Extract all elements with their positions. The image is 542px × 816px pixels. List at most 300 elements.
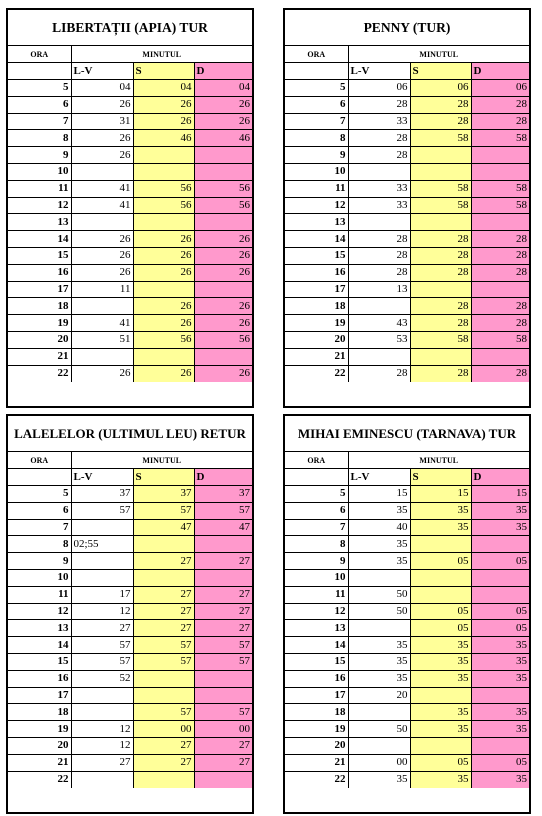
table-row <box>8 332 252 349</box>
saturday-minute-cell: 26 <box>133 315 194 332</box>
table-row <box>285 348 529 365</box>
table-row <box>8 231 252 248</box>
sunday-minute-cell: 56 <box>194 180 252 197</box>
saturday-minute-cell <box>133 147 194 164</box>
hour-cell: 9 <box>8 147 71 164</box>
sunday-minute-cell: 28 <box>471 248 529 265</box>
weekday-minute-cell: 06 <box>348 80 410 97</box>
hour-cell: 10 <box>8 570 71 587</box>
weekday-minute-cell: 28 <box>348 147 410 164</box>
lv-header: L-V <box>71 63 133 80</box>
saturday-minute-cell: 27 <box>133 754 194 771</box>
table-row <box>285 570 529 587</box>
minutul-header: MINUTUL <box>348 46 529 63</box>
schedule-table <box>285 46 529 382</box>
table-row <box>8 704 252 721</box>
sunday-minute-cell: 28 <box>471 96 529 113</box>
weekday-minute-cell: 28 <box>348 365 410 382</box>
sunday-minute-cell: 26 <box>194 113 252 130</box>
saturday-minute-cell: 35 <box>410 704 471 721</box>
sunday-minute-cell: 35 <box>471 771 529 788</box>
hour-cell: 19 <box>8 315 71 332</box>
table-row <box>8 754 252 771</box>
empty-cell <box>8 63 71 80</box>
sunday-minute-cell: 26 <box>194 231 252 248</box>
table-row <box>285 586 529 603</box>
table-row <box>285 80 529 97</box>
weekday-minute-cell: 20 <box>348 687 410 704</box>
sunday-minute-cell <box>194 281 252 298</box>
saturday-minute-cell <box>133 281 194 298</box>
weekday-minute-cell: 26 <box>71 365 133 382</box>
d-header: D <box>471 63 529 80</box>
weekday-minute-cell <box>71 687 133 704</box>
weekday-minute-cell: 26 <box>71 231 133 248</box>
weekday-minute-cell: 17 <box>71 586 133 603</box>
table-row <box>8 197 252 214</box>
hour-cell: 15 <box>8 248 71 265</box>
weekday-minute-cell: 57 <box>71 637 133 654</box>
lv-header: L-V <box>348 63 410 80</box>
table-row <box>285 754 529 771</box>
weekday-minute-cell <box>348 738 410 755</box>
saturday-minute-cell: 26 <box>133 231 194 248</box>
hour-cell: 11 <box>285 586 348 603</box>
table-row <box>8 281 252 298</box>
hour-cell: 17 <box>8 687 71 704</box>
hour-cell: 18 <box>285 704 348 721</box>
saturday-minute-cell: 15 <box>410 486 471 503</box>
sunday-minute-cell: 57 <box>194 654 252 671</box>
table-row <box>8 298 252 315</box>
table-row <box>285 486 529 503</box>
day-type-row <box>8 469 252 486</box>
sunday-minute-cell <box>194 348 252 365</box>
sunday-minute-cell <box>194 536 252 553</box>
weekday-minute-cell: 11 <box>71 281 133 298</box>
saturday-minute-cell: 35 <box>410 771 471 788</box>
saturday-minute-cell <box>410 147 471 164</box>
table-row <box>285 519 529 536</box>
saturday-minute-cell: 47 <box>133 519 194 536</box>
table-row <box>285 771 529 788</box>
weekday-minute-cell: 27 <box>71 754 133 771</box>
sunday-minute-cell: 58 <box>471 197 529 214</box>
saturday-minute-cell: 28 <box>410 365 471 382</box>
sunday-minute-cell: 27 <box>194 754 252 771</box>
sunday-minute-cell: 04 <box>194 80 252 97</box>
saturday-minute-cell: 04 <box>133 80 194 97</box>
saturday-minute-cell: 58 <box>410 332 471 349</box>
weekday-minute-cell <box>348 298 410 315</box>
weekday-minute-cell <box>348 164 410 181</box>
weekday-minute-cell: 35 <box>348 771 410 788</box>
table-row <box>285 637 529 654</box>
table-row <box>8 771 252 788</box>
table-title: LIBERTAȚII (APIA) TUR <box>8 10 252 46</box>
hour-cell: 5 <box>8 486 71 503</box>
weekday-minute-cell: 43 <box>348 315 410 332</box>
hour-cell: 20 <box>8 332 71 349</box>
s-header: S <box>410 63 471 80</box>
table-row <box>285 197 529 214</box>
weekday-minute-cell <box>71 519 133 536</box>
sunday-minute-cell: 28 <box>471 113 529 130</box>
hour-cell: 19 <box>8 721 71 738</box>
table-row <box>8 147 252 164</box>
day-type-row <box>8 63 252 80</box>
saturday-minute-cell: 27 <box>133 603 194 620</box>
table-row <box>8 80 252 97</box>
hour-cell: 12 <box>285 603 348 620</box>
table-row <box>8 502 252 519</box>
hour-cell: 20 <box>285 738 348 755</box>
weekday-minute-cell <box>71 570 133 587</box>
hour-cell: 6 <box>285 502 348 519</box>
s-header: S <box>133 63 194 80</box>
saturday-minute-cell: 57 <box>133 654 194 671</box>
hour-cell: 10 <box>285 570 348 587</box>
hour-cell: 11 <box>8 180 71 197</box>
sunday-minute-cell <box>194 147 252 164</box>
table-row <box>285 298 529 315</box>
table-row <box>8 130 252 147</box>
sunday-minute-cell: 27 <box>194 738 252 755</box>
table-row <box>8 721 252 738</box>
hour-cell: 6 <box>8 96 71 113</box>
table-row <box>285 147 529 164</box>
sunday-minute-cell <box>471 570 529 587</box>
sunday-minute-cell: 57 <box>194 704 252 721</box>
table-row <box>8 570 252 587</box>
hour-cell: 14 <box>8 637 71 654</box>
saturday-minute-cell: 35 <box>410 502 471 519</box>
saturday-minute-cell: 35 <box>410 637 471 654</box>
saturday-minute-cell: 28 <box>410 264 471 281</box>
table-row <box>8 248 252 265</box>
sunday-minute-cell: 28 <box>471 365 529 382</box>
weekday-minute-cell <box>71 214 133 231</box>
sunday-minute-cell: 15 <box>471 486 529 503</box>
hour-cell: 13 <box>285 620 348 637</box>
table-row <box>8 180 252 197</box>
hour-cell: 17 <box>285 281 348 298</box>
lv-header: L-V <box>71 469 133 486</box>
sunday-minute-cell: 28 <box>471 298 529 315</box>
hour-cell: 9 <box>285 553 348 570</box>
hour-cell: 8 <box>285 130 348 147</box>
saturday-minute-cell: 35 <box>410 670 471 687</box>
hour-cell: 16 <box>285 670 348 687</box>
hour-cell: 21 <box>8 348 71 365</box>
sunday-minute-cell <box>194 771 252 788</box>
hour-cell: 17 <box>285 687 348 704</box>
saturday-minute-cell: 26 <box>133 365 194 382</box>
saturday-minute-cell <box>133 164 194 181</box>
sunday-minute-cell: 57 <box>194 502 252 519</box>
header-row <box>8 46 252 63</box>
sunday-minute-cell: 37 <box>194 486 252 503</box>
weekday-minute-cell: 28 <box>348 130 410 147</box>
table-title: PENNY (TUR) <box>285 10 529 46</box>
weekday-minute-cell <box>348 704 410 721</box>
table-row <box>285 670 529 687</box>
sunday-minute-cell: 35 <box>471 637 529 654</box>
hour-cell: 8 <box>285 536 348 553</box>
weekday-minute-cell <box>71 298 133 315</box>
table-row <box>285 536 529 553</box>
saturday-minute-cell: 28 <box>410 231 471 248</box>
table-row <box>285 180 529 197</box>
table-row <box>285 721 529 738</box>
weekday-minute-cell: 33 <box>348 180 410 197</box>
weekday-minute-cell <box>71 348 133 365</box>
hour-cell: 9 <box>8 553 71 570</box>
d-header: D <box>194 63 252 80</box>
sunday-minute-cell: 27 <box>194 603 252 620</box>
hour-cell: 22 <box>8 771 71 788</box>
schedule-table <box>8 452 252 788</box>
weekday-minute-cell: 28 <box>348 96 410 113</box>
saturday-minute-cell: 57 <box>133 637 194 654</box>
table-row <box>285 96 529 113</box>
table-row <box>8 553 252 570</box>
saturday-minute-cell: 58 <box>410 130 471 147</box>
empty-cell <box>285 469 348 486</box>
hour-cell: 14 <box>285 637 348 654</box>
sunday-minute-cell <box>471 164 529 181</box>
hour-cell: 17 <box>8 281 71 298</box>
hour-cell: 15 <box>8 654 71 671</box>
hour-cell: 7 <box>285 113 348 130</box>
weekday-minute-cell: 12 <box>71 603 133 620</box>
saturday-minute-cell: 57 <box>133 704 194 721</box>
sunday-minute-cell: 35 <box>471 519 529 536</box>
weekday-minute-cell: 26 <box>71 147 133 164</box>
hour-cell: 22 <box>8 365 71 382</box>
table-row <box>8 164 252 181</box>
saturday-minute-cell <box>410 214 471 231</box>
table-row <box>285 231 529 248</box>
minutul-header: MINUTUL <box>71 46 252 63</box>
sunday-minute-cell: 05 <box>471 620 529 637</box>
sunday-minute-cell: 57 <box>194 637 252 654</box>
saturday-minute-cell <box>133 214 194 231</box>
timetable-mihai-eminescu <box>283 414 531 814</box>
table-row <box>8 365 252 382</box>
header-row <box>285 452 529 469</box>
hour-cell: 12 <box>8 197 71 214</box>
hour-cell: 5 <box>8 80 71 97</box>
weekday-minute-cell: 53 <box>348 332 410 349</box>
weekday-minute-cell: 50 <box>348 603 410 620</box>
hour-cell: 18 <box>285 298 348 315</box>
hour-cell: 8 <box>8 130 71 147</box>
table-row <box>8 214 252 231</box>
weekday-minute-cell: 35 <box>348 637 410 654</box>
table-row <box>285 315 529 332</box>
saturday-minute-cell: 06 <box>410 80 471 97</box>
table-row <box>285 654 529 671</box>
sunday-minute-cell: 58 <box>471 130 529 147</box>
hour-cell: 10 <box>8 164 71 181</box>
saturday-minute-cell <box>133 687 194 704</box>
saturday-minute-cell <box>133 670 194 687</box>
sunday-minute-cell <box>471 687 529 704</box>
sunday-minute-cell <box>471 214 529 231</box>
hour-cell: 15 <box>285 248 348 265</box>
sunday-minute-cell: 47 <box>194 519 252 536</box>
saturday-minute-cell: 56 <box>133 332 194 349</box>
sunday-minute-cell: 58 <box>471 180 529 197</box>
weekday-minute-cell: 28 <box>348 231 410 248</box>
weekday-minute-cell: 26 <box>71 130 133 147</box>
sunday-minute-cell: 26 <box>194 298 252 315</box>
saturday-minute-cell: 28 <box>410 113 471 130</box>
weekday-minute-cell <box>71 771 133 788</box>
saturday-minute-cell: 27 <box>133 553 194 570</box>
s-header: S <box>410 469 471 486</box>
weekday-minute-cell: 41 <box>71 197 133 214</box>
minutul-header: MINUTUL <box>348 452 529 469</box>
sunday-minute-cell <box>194 570 252 587</box>
saturday-minute-cell <box>410 738 471 755</box>
saturday-minute-cell <box>410 164 471 181</box>
hour-cell: 13 <box>285 214 348 231</box>
weekday-minute-cell: 12 <box>71 721 133 738</box>
weekday-minute-cell: 26 <box>71 248 133 265</box>
table-row <box>285 113 529 130</box>
table-row <box>8 654 252 671</box>
hour-cell: 13 <box>8 214 71 231</box>
table-row <box>8 536 252 553</box>
sunday-minute-cell: 26 <box>194 96 252 113</box>
saturday-minute-cell <box>133 348 194 365</box>
table-row <box>8 670 252 687</box>
sunday-minute-cell: 27 <box>194 586 252 603</box>
saturday-minute-cell <box>410 281 471 298</box>
hour-cell: 6 <box>8 502 71 519</box>
weekday-minute-cell: 35 <box>348 654 410 671</box>
sunday-minute-cell <box>471 536 529 553</box>
hour-cell: 13 <box>8 620 71 637</box>
sunday-minute-cell <box>194 214 252 231</box>
saturday-minute-cell: 56 <box>133 180 194 197</box>
weekday-minute-cell <box>71 164 133 181</box>
weekday-minute-cell: 35 <box>348 502 410 519</box>
sunday-minute-cell: 35 <box>471 721 529 738</box>
weekday-minute-cell: 52 <box>71 670 133 687</box>
saturday-minute-cell: 56 <box>133 197 194 214</box>
hour-cell: 16 <box>285 264 348 281</box>
weekday-minute-cell: 31 <box>71 113 133 130</box>
saturday-minute-cell: 35 <box>410 519 471 536</box>
sunday-minute-cell: 26 <box>194 365 252 382</box>
weekday-minute-cell <box>348 570 410 587</box>
ora-header: ORA <box>285 46 348 63</box>
hour-cell: 18 <box>8 704 71 721</box>
sunday-minute-cell: 56 <box>194 197 252 214</box>
sunday-minute-cell <box>471 147 529 164</box>
hour-cell: 9 <box>285 147 348 164</box>
hour-cell: 22 <box>285 365 348 382</box>
sunday-minute-cell <box>194 687 252 704</box>
sunday-minute-cell: 06 <box>471 80 529 97</box>
hour-cell: 7 <box>8 519 71 536</box>
saturday-minute-cell: 27 <box>133 738 194 755</box>
table-row <box>285 687 529 704</box>
table-row <box>285 704 529 721</box>
sunday-minute-cell: 00 <box>194 721 252 738</box>
table-row <box>8 603 252 620</box>
table-row <box>285 553 529 570</box>
hour-cell: 19 <box>285 315 348 332</box>
sunday-minute-cell: 35 <box>471 670 529 687</box>
sunday-minute-cell <box>194 164 252 181</box>
saturday-minute-cell: 26 <box>133 298 194 315</box>
weekday-minute-cell: 00 <box>348 754 410 771</box>
saturday-minute-cell <box>410 570 471 587</box>
sunday-minute-cell: 05 <box>471 603 529 620</box>
weekday-minute-cell: 12 <box>71 738 133 755</box>
table-row <box>8 687 252 704</box>
minutul-header: MINUTUL <box>71 452 252 469</box>
ora-header: ORA <box>8 46 71 63</box>
weekday-minute-cell: 57 <box>71 502 133 519</box>
table-row <box>8 113 252 130</box>
saturday-minute-cell: 28 <box>410 315 471 332</box>
hour-cell: 18 <box>8 298 71 315</box>
hour-cell: 21 <box>285 754 348 771</box>
saturday-minute-cell <box>410 687 471 704</box>
hour-cell: 6 <box>285 96 348 113</box>
weekday-minute-cell: 37 <box>71 486 133 503</box>
weekday-minute-cell: 50 <box>348 721 410 738</box>
table-row <box>8 264 252 281</box>
hour-cell: 5 <box>285 486 348 503</box>
sunday-minute-cell: 56 <box>194 332 252 349</box>
sunday-minute-cell: 46 <box>194 130 252 147</box>
sunday-minute-cell: 35 <box>471 704 529 721</box>
weekday-minute-cell: 41 <box>71 180 133 197</box>
saturday-minute-cell: 26 <box>133 113 194 130</box>
weekday-minute-cell: 35 <box>348 670 410 687</box>
sunday-minute-cell <box>194 670 252 687</box>
table-row <box>8 315 252 332</box>
saturday-minute-cell: 28 <box>410 96 471 113</box>
saturday-minute-cell: 26 <box>133 96 194 113</box>
saturday-minute-cell: 46 <box>133 130 194 147</box>
saturday-minute-cell: 26 <box>133 264 194 281</box>
s-header: S <box>133 469 194 486</box>
hour-cell: 10 <box>285 164 348 181</box>
hour-cell: 16 <box>8 670 71 687</box>
saturday-minute-cell: 05 <box>410 603 471 620</box>
sunday-minute-cell: 05 <box>471 754 529 771</box>
saturday-minute-cell: 00 <box>133 721 194 738</box>
schedule-table <box>285 452 529 788</box>
weekday-minute-cell <box>71 704 133 721</box>
sunday-minute-cell <box>471 738 529 755</box>
weekday-minute-cell: 40 <box>348 519 410 536</box>
hour-cell: 12 <box>8 603 71 620</box>
weekday-minute-cell: 28 <box>348 248 410 265</box>
table-row <box>8 96 252 113</box>
weekday-minute-cell: 57 <box>71 654 133 671</box>
hour-cell: 7 <box>285 519 348 536</box>
table-title: MIHAI EMINESCU (TARNAVA) TUR <box>285 416 529 452</box>
sunday-minute-cell: 27 <box>194 620 252 637</box>
